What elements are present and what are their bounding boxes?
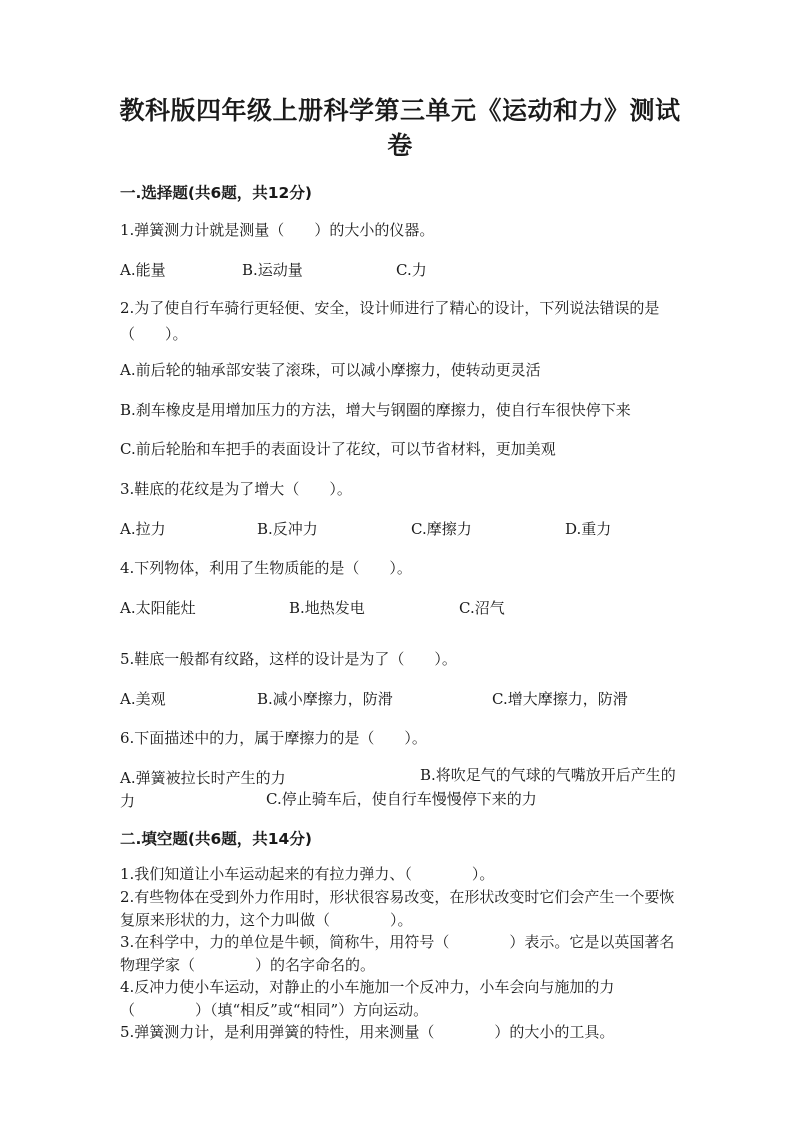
page-title: 教科版四年级上册科学第三单元《运动和力》测试卷 [119,96,681,160]
option: A.美观 [120,690,166,708]
section-heading-choice: 一.选择题(共6题，共12分) [120,184,312,202]
option: B.运动量 [242,261,303,279]
question-stem: 5.鞋底一般都有纹路，这样的设计是为了（ ）。 [120,650,457,668]
option: B.减小摩擦力，防滑 [257,690,393,708]
option: A.太阳能灶 [120,599,196,617]
option: D.重力 [565,520,612,538]
question-stem: 3.鞋底的花纹是为了增大（ ）。 [120,480,352,498]
option: A.前后轮的轴承部安装了滚珠，可以减小摩擦力，使转动更灵活 [120,361,541,379]
fill-item: 5.弹簧测力计，是利用弹簧的特性，用来测量（ ）的大小的工具。 [120,1023,615,1041]
question-stem: 6.下面描述中的力，属于摩擦力的是（ ）。 [120,729,427,747]
option: B.反冲力 [257,520,318,538]
fill-item: 2.有些物体在受到外力作用时，形状很容易改变，在形状改变时它们会产生一个要恢复原来形状的力，这个力叫做（ ）。 [120,888,675,929]
option: C.摩擦力 [411,520,472,538]
fill-item: 3.在科学中，力的单位是牛顿，简称牛，用符号（ ）表示。它是以英国著名物理学家（ ）的名字命名的。 [120,933,675,974]
option: C.沼气 [459,599,505,617]
question-stem: 4.下列物体，利用了生物质能的是（ ）。 [120,559,412,577]
question-stem: 2.为了使自行车骑行更轻便、安全，设计师进行了精心的设计，下列说法错误的是（ ）。 [120,299,660,343]
option: C.力 [396,261,427,279]
option: C.增大摩擦力，防滑 [492,690,628,708]
question-stem: 1.弹簧测力计就是测量（ ）的大小的仪器。 [120,221,435,239]
fill-item: 1.我们知道让小车运动起来的有拉力弹力、（ ）。 [120,865,495,883]
option: A.拉力 [120,520,166,538]
option: A.能量 [120,261,166,279]
option: B.地热发电 [289,599,365,617]
option: C.前后轮胎和车把手的表面设计了花纹，可以节省材料，更加美观 [120,440,556,458]
option: B.将吹足气的气球的气嘴放开后产生的力 [120,766,676,810]
option: A.弹簧被拉长时产生的力 [120,769,286,787]
section-heading-fill: 二.填空题(共6题，共14分) [120,830,312,848]
option: C.停止骑车后，使自行车慢慢停下来的力 [266,790,537,808]
fill-item: 4.反冲力使小车运动，对静止的小车施加一个反冲力，小车会向与施加的力（ ）（填“相反”或“相同”）方向运动。 [120,978,615,1019]
option: B.刹车橡皮是用增加压力的方法，增大与钢圈的摩擦力，使自行车很快停下来 [120,401,631,419]
